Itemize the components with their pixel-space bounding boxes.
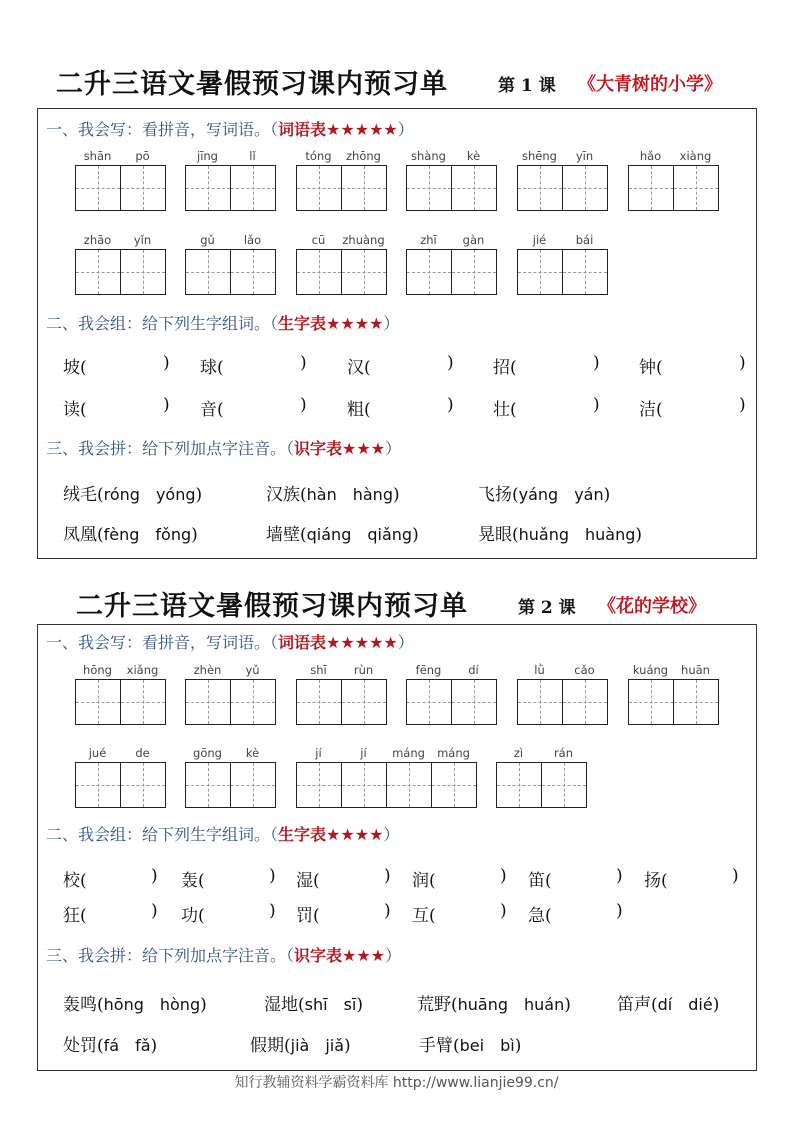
writing-box[interactable] — [386, 763, 431, 807]
writing-box[interactable] — [341, 763, 386, 807]
lesson-number: 第 1 课 — [498, 76, 556, 96]
pinyin-label: de — [135, 746, 150, 760]
char-blank[interactable]: 汉( ) — [347, 353, 454, 378]
pinyin-label: shī — [310, 663, 327, 677]
pinyin-label: rùn — [353, 663, 374, 677]
writing-box[interactable] — [497, 763, 541, 807]
pinyin-choice[interactable]: 轰鸣(hōng hòng) — [63, 995, 207, 1015]
pinyin-label: yīn — [575, 149, 594, 163]
writing-box[interactable] — [518, 250, 562, 294]
section-2-heading: 二、我会组：给下列生字组词。（生字表★★★★） — [46, 314, 400, 333]
writing-box[interactable] — [297, 763, 341, 807]
writing-box[interactable] — [120, 680, 165, 724]
section-2-heading: 二、我会组：给下列生字组词。（生字表★★★★） — [46, 825, 400, 844]
pinyin-label: bái — [575, 233, 594, 247]
section-3-heading: 三、我会拼：给下列加点字注音。（识字表★★★） — [46, 946, 402, 965]
writing-box[interactable] — [562, 166, 607, 210]
pinyin-choice[interactable]: 飞扬(yáng yán) — [478, 485, 611, 505]
pinyin-choice[interactable]: 假期(jià jiǎ) — [250, 1036, 351, 1056]
pinyin-label: fēng — [415, 663, 442, 677]
lesson-number: 第 2 课 — [518, 598, 576, 618]
writing-box[interactable] — [541, 763, 586, 807]
lesson-2-frame — [37, 624, 757, 1071]
pinyin-label: tóng — [305, 149, 332, 163]
writing-box[interactable] — [76, 250, 120, 294]
pinyin-label: kè — [466, 149, 481, 163]
writing-box[interactable] — [518, 166, 562, 210]
pinyin-label: yǐn — [133, 233, 152, 247]
char-blank[interactable]: 润( ) — [412, 866, 507, 891]
lesson-name: 《花的学校》 — [598, 596, 706, 617]
pinyin-label: rán — [553, 746, 574, 760]
writing-box[interactable] — [186, 680, 230, 724]
writing-box[interactable] — [120, 763, 165, 807]
pinyin-label: huān — [681, 663, 710, 677]
pinyin-label: lǐ — [249, 149, 256, 163]
worksheet-title: 二升三语文暑假预习课内预习单 — [76, 591, 468, 622]
lesson-1-title-row — [0, 60, 793, 100]
pinyin-choice[interactable]: 手臂(bei bì) — [419, 1036, 522, 1056]
writing-box[interactable] — [120, 166, 165, 210]
writing-box[interactable] — [230, 680, 275, 724]
pinyin-label: zhèn — [193, 663, 222, 677]
writing-box[interactable] — [120, 250, 165, 294]
writing-box[interactable] — [230, 166, 275, 210]
lesson-2-title-row — [0, 582, 793, 622]
char-blank[interactable]: 轰( ) — [181, 866, 276, 891]
pinyin-label: lǜ — [534, 663, 545, 677]
char-blank[interactable]: 壮( ) — [493, 395, 600, 420]
char-blank[interactable]: 读( ) — [63, 395, 170, 420]
pinyin-label: cǎo — [574, 663, 595, 677]
char-blank[interactable]: 罚( ) — [296, 901, 391, 926]
writing-box[interactable] — [407, 166, 451, 210]
pinyin-label: hōng — [83, 663, 112, 677]
pinyin-label: yǔ — [245, 663, 260, 677]
char-blank[interactable]: 笛( ) — [528, 866, 623, 891]
pinyin-label: zhī — [420, 233, 437, 247]
writing-box[interactable] — [451, 166, 496, 210]
pinyin-label: zì — [513, 746, 524, 760]
pinyin-label: xiǎng — [126, 663, 159, 677]
pinyin-label: cū — [311, 233, 326, 247]
worksheet-title: 二升三语文暑假预习课内预习单 — [56, 69, 448, 100]
writing-box[interactable] — [186, 250, 230, 294]
writing-box[interactable] — [230, 250, 275, 294]
pinyin-choice[interactable]: 晃眼(huǎng huàng) — [478, 525, 643, 545]
lesson-1-frame — [37, 108, 757, 559]
char-blank[interactable]: 粗( ) — [347, 395, 454, 420]
pinyin-label: kuáng — [632, 663, 669, 677]
lesson-name: 《大青树的小学》 — [578, 74, 722, 95]
pinyin-label: máng — [392, 746, 425, 760]
writing-box[interactable] — [76, 680, 120, 724]
writing-box[interactable] — [673, 680, 718, 724]
pinyin-choice[interactable]: 荒野(huāng huán) — [417, 995, 571, 1015]
writing-box[interactable] — [431, 763, 476, 807]
char-blank[interactable]: 湿( ) — [296, 866, 391, 891]
pinyin-label: kè — [245, 746, 260, 760]
section-1-heading: 一、我会写：看拼音，写词语。（词语表★★★★★） — [46, 120, 414, 139]
char-blank[interactable]: 校( ) — [63, 866, 158, 891]
writing-box[interactable] — [230, 763, 275, 807]
char-blank[interactable]: 扬( ) — [644, 866, 739, 891]
pinyin-label: gōng — [193, 746, 222, 760]
pinyin-choice[interactable]: 笛声(dí dié) — [617, 995, 720, 1015]
pinyin-label: zhuàng — [342, 233, 385, 247]
writing-box[interactable] — [562, 680, 607, 724]
char-blank[interactable]: 功( ) — [181, 901, 276, 926]
pinyin-label: jué — [88, 746, 107, 760]
char-blank[interactable]: 音( ) — [200, 395, 307, 420]
pinyin-label: xiàng — [679, 149, 712, 163]
writing-box[interactable] — [629, 166, 673, 210]
writing-box[interactable] — [76, 166, 120, 210]
char-blank[interactable]: 急( ) — [528, 901, 623, 926]
writing-box[interactable] — [297, 166, 341, 210]
writing-box[interactable] — [341, 680, 386, 724]
pinyin-choice[interactable]: 处罚(fá fǎ) — [63, 1036, 158, 1056]
pinyin-label: zhāo — [83, 233, 112, 247]
pinyin-choice[interactable]: 湿地(shī sī) — [264, 995, 363, 1015]
char-blank[interactable]: 洁( ) — [639, 395, 746, 420]
pinyin-label: zhōng — [346, 149, 381, 163]
writing-box[interactable] — [297, 680, 341, 724]
writing-box[interactable] — [407, 680, 451, 724]
writing-box[interactable] — [341, 166, 386, 210]
writing-box[interactable] — [297, 250, 341, 294]
writing-box[interactable] — [562, 250, 607, 294]
footer-watermark: 知行教辅资料学霸资料库 http://www.lianjie99.cn/ — [234, 1075, 559, 1091]
pinyin-label: jīng — [197, 149, 218, 163]
char-blank[interactable]: 互( ) — [412, 901, 507, 926]
pinyin-label: jí — [360, 746, 367, 760]
pinyin-label: shàng — [411, 149, 446, 163]
section-3-heading: 三、我会拼：给下列加点字注音。（识字表★★★） — [46, 439, 402, 458]
writing-box[interactable] — [186, 763, 230, 807]
pinyin-label: jí — [315, 746, 322, 760]
pinyin-choice[interactable]: 墙壁(qiáng qiǎng) — [266, 525, 419, 545]
writing-box[interactable] — [341, 250, 386, 294]
pinyin-label: jié — [532, 233, 547, 247]
char-blank[interactable]: 狂( ) — [63, 901, 158, 926]
pinyin-choice[interactable]: 汉族(hàn hàng) — [266, 485, 400, 505]
char-blank[interactable]: 钟( ) — [639, 353, 746, 378]
pinyin-label: gǔ — [200, 233, 215, 247]
writing-box[interactable] — [451, 250, 496, 294]
char-blank[interactable]: 球( ) — [200, 353, 307, 378]
pinyin-label: shān — [83, 149, 112, 163]
writing-box[interactable] — [518, 680, 562, 724]
pinyin-choice[interactable]: 凤凰(fèng fǒng) — [63, 525, 198, 545]
pinyin-choice[interactable]: 绒毛(róng yóng) — [63, 485, 203, 505]
pinyin-label: pō — [135, 149, 150, 163]
pinyin-label: shēng — [522, 149, 557, 163]
pinyin-label: hǎo — [639, 149, 662, 163]
pinyin-label: gàn — [462, 233, 485, 247]
writing-box[interactable] — [673, 166, 718, 210]
writing-box[interactable] — [451, 680, 496, 724]
writing-box[interactable] — [407, 250, 451, 294]
writing-box[interactable] — [76, 763, 120, 807]
writing-box[interactable] — [186, 166, 230, 210]
section-1-heading: 一、我会写：看拼音，写词语。（词语表★★★★★） — [46, 633, 414, 652]
char-blank[interactable]: 坡( ) — [63, 353, 170, 378]
writing-box[interactable] — [629, 680, 673, 724]
char-blank[interactable]: 招( ) — [493, 353, 600, 378]
pinyin-label: lǎo — [243, 233, 262, 247]
pinyin-label: dí — [468, 663, 479, 677]
pinyin-label: máng — [437, 746, 470, 760]
